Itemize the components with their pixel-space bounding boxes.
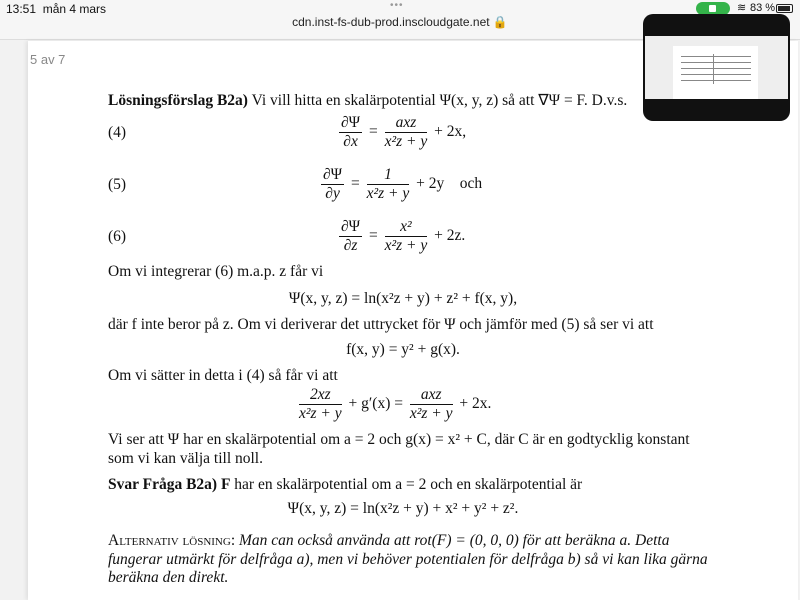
equation-5: $\frac{\partial\Psi}{\partial y}$ = $\frac{1}{\text{x²z + y}}$ + 2y och: [323, 166, 483, 202]
alternative-line: Alternativ lösning: Man can också använda att rot(F) = (0, 0, 0) för att beräkna a. Detta: [108, 532, 670, 549]
eq6-label: (6): [108, 228, 127, 245]
equation-10: Ψ(x, y, z) = ln(x²z + y) + x² + y² + z².: [287, 500, 519, 517]
eq4-label: (4): [108, 124, 127, 141]
url-bar[interactable]: cdn.inst-fs-dub-prod.inscloudgate.net 🔒: [292, 15, 508, 29]
battery-percent: 83 %: [750, 2, 776, 14]
multitask-dots[interactable]: •••: [390, 0, 404, 11]
equation-4: $\frac{\partial\Psi}{\partial x}$ = axz x²z + y + 2x,: [341, 114, 467, 150]
paragraph: Vi ser att Ψ har en skalärpotential om a = 2 och g(x) = x² + C, där C är en godtycklig konstant: [108, 431, 690, 448]
equation-6: $\frac{\partial\Psi}{\partial z}$ = $\frac{\text{x²}}{\text{x²z + y}}$ + 2z.: [341, 218, 466, 254]
alternative-line: beräkna den direkt.: [108, 569, 229, 586]
eq5-label: (5): [108, 176, 127, 193]
solution-heading: Lösningsförslag B2a) Vi vill hitta en skalärpotential Ψ(x, y, z) så att ∇Ψ = F. D.v.s.: [108, 92, 628, 109]
paragraph: Om vi integrerar (6) m.a.p. z får vi: [108, 263, 324, 280]
answer-heading: Svar Fråga B2a) F har en skalärpotential om a = 2 och en skalärpotential är: [108, 476, 583, 493]
paragraph: Om vi sätter in detta i (4) så får vi att: [108, 367, 338, 384]
picture-in-picture-window[interactable]: [643, 14, 790, 121]
battery-icon: [776, 4, 793, 13]
equation-7: Ψ(x, y, z) = ln(x²z + y) + z² + f(x, y),: [288, 290, 518, 307]
wifi-icon: ≋: [737, 2, 747, 14]
pip-document-thumbnail: [673, 46, 758, 99]
alternative-line: fungerar utmärkt för delfråga a), men vi behöver potentialen för delfråga b) så vi kan lika gärna: [108, 551, 708, 568]
pip-screen: [645, 36, 788, 99]
status-time: 13:51 mån 4 mars: [6, 2, 107, 16]
paragraph: som vi kan välja till noll.: [108, 450, 263, 467]
paragraph: där f inte beror på z. Om vi deriverar det uttrycket för Ψ och jämför med (5) så ser vi att: [108, 316, 654, 333]
equation-9: $\frac{2xz}{\text{x²z + y}}$ + g′(x) = axz x²z + y + 2x.: [299, 386, 492, 422]
equation-8: f(x, y) = y² + g(x).: [346, 341, 460, 358]
page-indicator: 5 av 7: [30, 52, 66, 67]
